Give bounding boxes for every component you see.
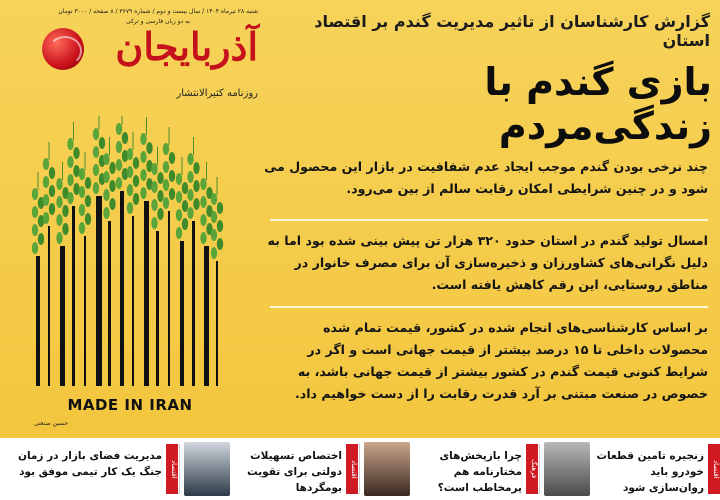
section-label: اقتصاد xyxy=(708,444,720,494)
barcode-bar xyxy=(216,261,218,386)
wheat-ear xyxy=(43,142,55,224)
barcode-bar xyxy=(180,241,184,386)
wheat-ear xyxy=(163,127,175,209)
section-label: اقتصاد xyxy=(346,444,358,494)
illustration-caption: MADE IN IRAN xyxy=(67,396,193,414)
newspaper-logo[interactable]: آذربایجان xyxy=(115,24,258,69)
wheat-ear xyxy=(176,157,188,239)
wheat-barcode-illustration xyxy=(22,116,238,428)
barcode-bar xyxy=(156,231,159,386)
barcode-bar xyxy=(84,236,86,386)
news-teaser[interactable] xyxy=(540,438,720,500)
wheat-ear xyxy=(103,137,115,219)
issue-line: شنبه ۲۸ تیرماه ۱۴۰۴ / سال بیست و دوم / شماره ۳۶۷۹ / ۸ صفحه / ۳۰۰۰ تومان xyxy=(58,8,258,15)
section-label: اقتصاد xyxy=(166,444,178,494)
wheat-ear xyxy=(67,122,79,204)
wheat-ear xyxy=(79,152,91,234)
news-title[interactable]: اختصاص تسهیلات دولتی برای تقویت بومگردها xyxy=(247,450,342,494)
barcode-bar xyxy=(144,201,149,386)
wheat-ear xyxy=(56,162,68,244)
wheat-ear xyxy=(200,162,212,244)
news-title[interactable]: زنجیره تامین قطعات خودرو باید روان‌سازی شود xyxy=(596,450,704,494)
barcode-bar xyxy=(36,256,40,386)
divider xyxy=(179,444,180,494)
barcode-bar xyxy=(168,211,170,386)
barcode-bar xyxy=(96,196,102,386)
news-teaser[interactable] xyxy=(0,438,178,500)
wheat-ear xyxy=(127,132,139,214)
news-teaser[interactable] xyxy=(180,438,358,500)
divider xyxy=(270,306,708,308)
wheat-ear xyxy=(187,137,199,219)
person-photo xyxy=(364,442,410,496)
wheat-ear xyxy=(93,116,105,194)
wheat-ear xyxy=(116,116,128,189)
divider xyxy=(539,444,540,494)
wheat-ear xyxy=(140,117,152,199)
divider xyxy=(270,219,708,221)
masthead xyxy=(8,8,260,118)
wheat-ear xyxy=(151,147,163,229)
barcode-bar xyxy=(120,191,124,386)
barcode-bar xyxy=(60,246,65,386)
barcode-bar xyxy=(132,216,134,386)
article-paragraph: بر اساس کارشناسی‌های انجام شده در کشور، قیمت تمام شده محصولات داخلی تا ۱۵ درصد بیشتر از قیمت جهانی است و اگر در شرایط کنونی قیمت گندم در کشور بیشتر از قیمت جهانی باشد، به خصوص در صنعت مبتنی بر آرد قدرت رقابت را از دست خواهیم داد. xyxy=(294,320,708,401)
divider xyxy=(359,444,360,494)
person-photo xyxy=(184,442,230,496)
main-headline[interactable]: بازی گندم با زندگی‌مردم xyxy=(484,60,712,148)
wheat-ear xyxy=(32,172,44,254)
language-note: به دو زبان فارسی و ترکی xyxy=(125,18,191,25)
news-title[interactable]: مدیریت فضای بازار در زمان جنگ یک کار تیمی موفق بود xyxy=(18,450,162,478)
headline-kicker: گزارش کارشناسان از تاثیر مدیریت گندم بر اقتصاد استان xyxy=(314,12,710,50)
masthead-tagline: روزنامه کثیرالانتشار xyxy=(176,88,258,99)
barcode-bar xyxy=(72,206,75,386)
person-photo xyxy=(544,442,590,496)
barcode-bar xyxy=(204,246,209,386)
news-title[interactable]: چرا بازپخش‌های مختارنامه هم پرمخاطب است؟ xyxy=(437,450,522,494)
article-paragraph: چند نرخی بودن گندم موجب ایجاد عدم شفافیت در بازار این محصول می شود و در چنین شرایطی امکان رقابت سالم از بین می‌رود. xyxy=(264,159,708,196)
news-teaser[interactable] xyxy=(360,438,538,500)
barcode-bar xyxy=(192,221,195,386)
barcode-bar xyxy=(48,226,50,386)
wheat-ear xyxy=(211,177,223,259)
barcode-lines xyxy=(36,191,218,386)
section-label: فرهنگ xyxy=(526,444,538,494)
article-paragraph: امسال تولید گندم در استان حدود ۳۲۰ هزار تن پیش بینی شده بود اما به دلیل نگرانی‌های کشاورزان و ذخیره‌سازی آن برای مصرف خانوار در مناطق روستایی، این رقم کاهش یافته است. xyxy=(267,233,708,292)
bottom-news-strip xyxy=(0,438,720,500)
barcode-bar xyxy=(108,221,111,386)
illustration-credit: حسین صنعتی xyxy=(34,420,68,427)
